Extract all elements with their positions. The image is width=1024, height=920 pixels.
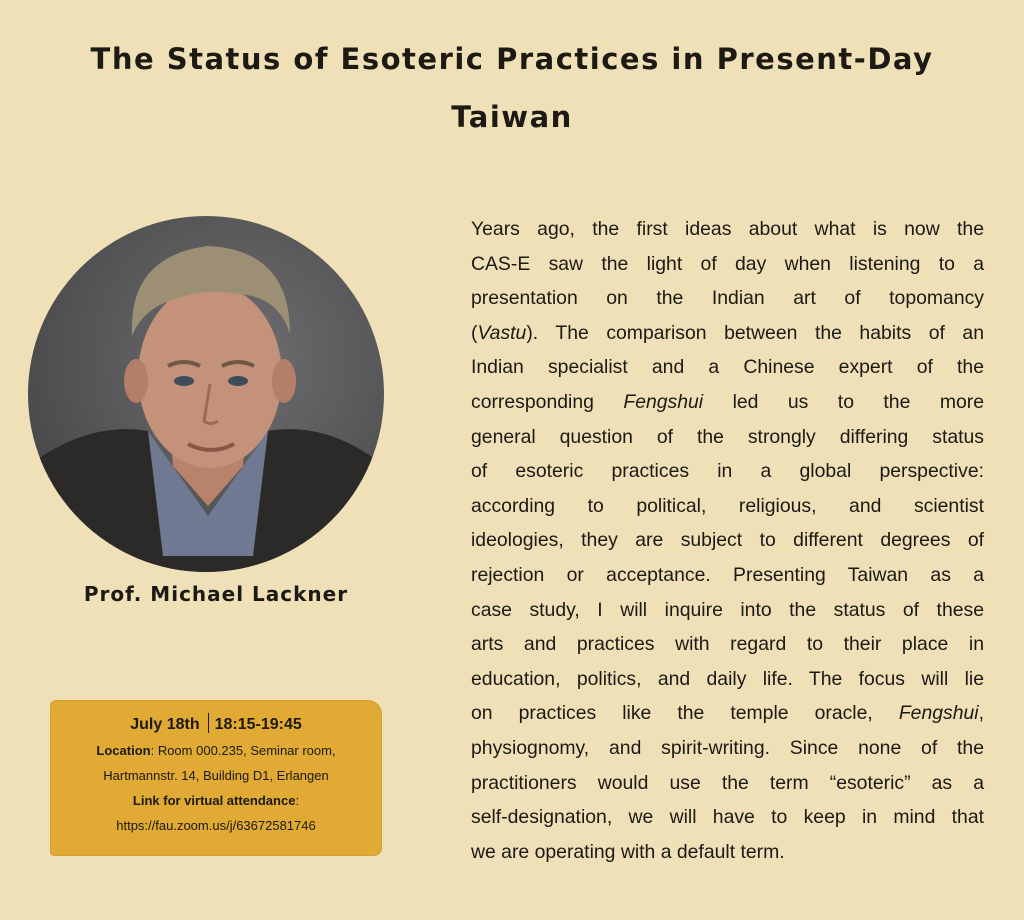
text-run: (: [471, 321, 478, 344]
text-run: corresponding: [471, 390, 624, 413]
abstract-line: [471, 212, 984, 247]
portrait-eye-left: [174, 376, 194, 386]
abstract-line: [471, 835, 984, 870]
italic-term: Fengshui: [623, 390, 704, 413]
text-run: on practices like the temple oracle,: [471, 702, 899, 725]
page-title: [60, 30, 964, 146]
title-line-2: Taiwan: [451, 100, 573, 134]
virtual-attendance-heading: [50, 788, 382, 813]
text-run: ideologies, they are subject to different degrees of: [471, 529, 984, 552]
portrait-ear-left: [124, 359, 148, 403]
text-run: CAS-E saw the light of day when listening to a: [471, 252, 984, 275]
text-run: general question of the strongly differing status: [471, 425, 984, 448]
text-run: presentation on the Indian art of topomancy: [471, 287, 984, 310]
abstract-line: [471, 454, 984, 489]
abstract-line: [471, 489, 984, 524]
event-location-line-2: Hartmannstr. 14, Building D1, Erlangen: [103, 768, 329, 783]
abstract-text: [471, 212, 984, 869]
text-run: Years ago, the first ideas about what is now the: [471, 218, 984, 240]
abstract-line: [471, 350, 984, 385]
abstract-line: [471, 593, 984, 628]
text-run: rejection or acceptance. Presenting Taiwan as a: [471, 563, 984, 586]
abstract-line: [471, 766, 984, 801]
location-label: Location: [96, 743, 151, 758]
text-run: physiognomy, and spirit-writing. Since none of the: [471, 736, 984, 759]
text-run: case study, I will inquire into the status of these: [471, 598, 984, 621]
text-run: practitioners would use the term “esoteric” as a: [471, 771, 984, 794]
speaker-name: Prof. Michael Lackner: [83, 582, 349, 606]
portrait-ear-right: [272, 359, 296, 403]
abstract-line: [471, 662, 984, 697]
virtual-colon: :: [295, 793, 300, 808]
abstract-line: [471, 420, 984, 455]
text-run: self-designation, we will have to keep in mind that: [471, 806, 984, 829]
text-run: according to political, religious, and scientist: [471, 494, 984, 517]
text-run: we are operating with a default term.: [471, 840, 785, 863]
portrait-illustration: [28, 216, 384, 572]
portrait-eye-right: [228, 376, 248, 386]
portrait-face: [138, 284, 282, 468]
event-time: 18:15-19:45: [214, 716, 302, 733]
italic-term: Vastu: [477, 321, 527, 344]
text-run: ). The comparison between the habits of an: [526, 321, 984, 344]
location-value: : Room 000.235, Seminar room,: [150, 743, 336, 758]
text-run: Indian specialist and a Chinese expert of the: [471, 356, 984, 379]
text-run: arts and practices with regard to their place in: [471, 633, 984, 656]
abstract-lines: [471, 212, 984, 869]
text-run: led us to the more: [703, 390, 984, 413]
abstract-line: [471, 385, 984, 420]
event-info-box: [50, 700, 382, 856]
event-date: July 18th: [130, 716, 200, 733]
abstract-line: [471, 247, 984, 282]
abstract-line: [471, 627, 984, 662]
abstract-line: [471, 523, 984, 558]
abstract-line: [471, 696, 984, 731]
speaker-portrait: [28, 216, 384, 572]
title-line-1: The Status of Esoteric Practices in Present-Day: [90, 42, 934, 76]
abstract-line: [471, 731, 984, 766]
abstract-line: [471, 800, 984, 835]
virtual-label: Link for virtual attendance: [132, 793, 296, 808]
event-datetime: [50, 712, 382, 738]
italic-term: Fengshui: [898, 702, 979, 725]
date-time-separator: [208, 713, 209, 733]
event-location-line-1: [50, 738, 382, 763]
text-run: education, politics, and daily life. The focus will lie: [471, 667, 984, 690]
abstract-line: [471, 281, 984, 316]
abstract-line: [471, 316, 984, 351]
text-run: ,: [978, 702, 984, 725]
abstract-line: [471, 558, 984, 593]
virtual-attendance-link[interactable]: https://fau.zoom.us/j/63672581746: [116, 818, 316, 833]
text-run: of esoteric practices in a global perspective:: [471, 460, 984, 483]
